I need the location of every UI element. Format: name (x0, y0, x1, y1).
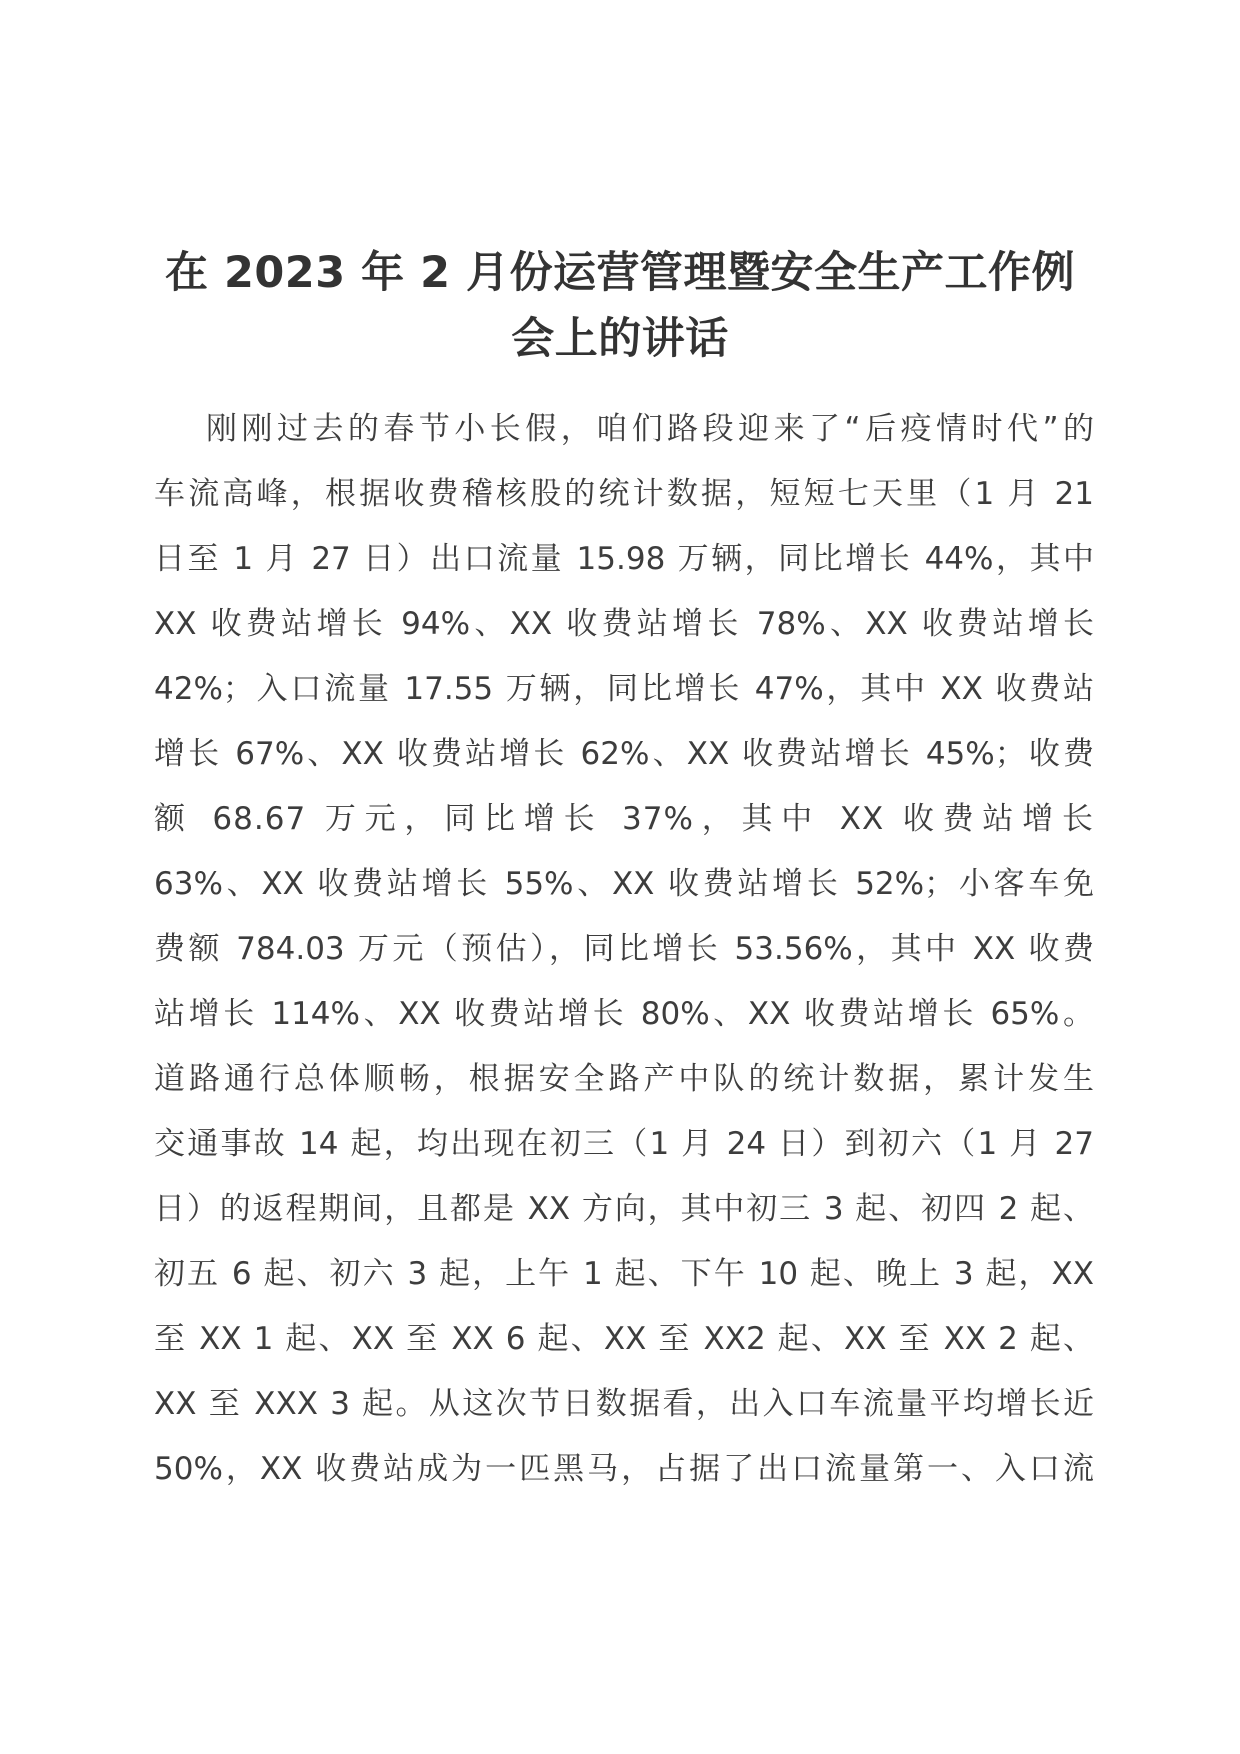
paragraph-line: 日）的返程期间，且都是 XX 方向，其中初三 3 起、初四 2 起、 (154, 1191, 1094, 1227)
paragraph-line: XX 至 XXX 3 起。从这次节日数据看，出入口车流量平均增长近 (154, 1386, 1094, 1422)
paragraph-line: XX 收费站增长 94%、XX 收费站增长 78%、XX 收费站增长 (154, 606, 1094, 642)
paragraph-line: 额 68.67 万元，同比增长 37%，其中 XX 收费站增长 (154, 801, 1094, 837)
paragraph-line: 刚刚过去的春节小长假，咱们路段迎来了“后疫情时代”的 (206, 411, 1094, 447)
paragraph-line: 初五 6 起、初六 3 起，上午 1 起、下午 10 起、晚上 3 起，XX (154, 1256, 1094, 1292)
paragraph-line: 50%，XX 收费站成为一匹黑马，占据了出口流量第一、入口流 (154, 1451, 1094, 1487)
document-body (154, 397, 1094, 1502)
paragraph-line: 63%、XX 收费站增长 55%、XX 收费站增长 52%；小客车免 (154, 866, 1094, 902)
paragraph-line: 费额 784.03 万元（预估），同比增长 53.56%，其中 XX 收费 (154, 931, 1094, 967)
paragraph-line: 交通事故 14 起，均出现在初三（1 月 24 日）到初六（1 月 27 (154, 1126, 1094, 1162)
title-line-2: 会上的讲话 (511, 314, 729, 364)
paragraph-line: 车流高峰，根据收费稽核股的统计数据，短短七天里（1 月 21 (154, 476, 1094, 512)
paragraph-line: 42%；入口流量 17.55 万辆，同比增长 47%，其中 XX 收费站 (154, 671, 1094, 707)
paragraph-line: 增长 67%、XX 收费站增长 62%、XX 收费站增长 45%；收费 (154, 736, 1094, 772)
paragraph-line: 日至 1 月 27 日）出口流量 15.98 万辆，同比增长 44%，其中 (154, 541, 1094, 577)
title-line-1: 在 2023 年 2 月份运营管理暨安全生产工作例 (165, 248, 1075, 298)
paragraph-line: 至 XX 1 起、XX 至 XX 6 起、XX 至 XX2 起、XX 至 XX 2 起、 (154, 1321, 1094, 1357)
paragraph-line: 道路通行总体顺畅，根据安全路产中队的统计数据，累计发生 (154, 1061, 1094, 1097)
paragraph-line: 站增长 114%、XX 收费站增长 80%、XX 收费站增长 65%。 (154, 996, 1094, 1032)
document-title (150, 240, 1090, 372)
